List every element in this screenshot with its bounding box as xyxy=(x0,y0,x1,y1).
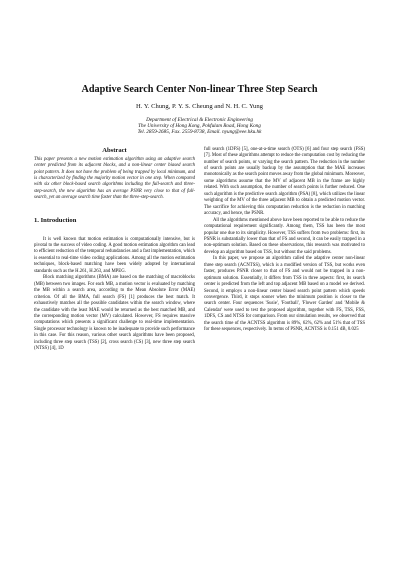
abstract-text: This paper presents a new motion estimation algorithm using an adaptive search center predicted from its adjacent blocks, and a non-linear center biased search point pattern. It does not have the problem of being trapped by local minimum, and is characterized by finding the majority motion vector in one step. When compared with six other block-based search algorithms including the full-search and three-step-search, the new algorithm has an average PSNR very close to that of full-search, yet an average search time faster than the three-step-search. xyxy=(34,156,195,201)
body-paragraph: full search (1DFS) [5], one-at-a-time search (OTS) [6] and four step search (FSS) [7]. Most of these algorithms attempt to reduce the computation cost by reducing the number of search points, or varying the search pattern. The reduction in the number of search points are usually backup by the assumption that the MAE increases monotonically as the search point moves away from the global minimum. Moreover, some algorithms assume that the MV of adjacent MB in the frame are highly related. With such assumption, the number of search points is further reduced. One such algorithm is the predictive search algorithm (PSA) [8], which utilizes the linear weighting of the MV of the three adjacent MB to obtain a predicted motion vector. The sacrifice for achieving this computation reduction is the reduction in matching accuracy, and hence, the PSNR. xyxy=(204,146,365,217)
paper-title: Adaptive Search Center Non-linear Three Step Search xyxy=(81,84,318,95)
left-column xyxy=(34,147,195,353)
section-heading-introduction: 1. Introduction xyxy=(34,216,77,224)
affiliation-department: Department of Electrical & Electronic Engineering xyxy=(146,117,253,123)
body-paragraph: Block matching algorithms (BMA) are based on the matching of macroblocks (MB) between two images. For each MB, a motion vector is evaluated by matching the MB within a search area, according to the Mean Absolute Error (MAE) criterion. Of all the BMA, full search (FS) [1] produces the best match. It exhaustively matches all the possible candidates within the search window, where the candidate with the least MAE would be returned as the best matched MB, and the corresponding motion vector (MV) calculated. However, FS requires massive computations which presents a significant challenge to real-time implementation. Single processor technology is known to be inadequate to provide such performance in this case. For this reason, various other search algorithms have been proposed, including three step search (TSS) [2], cross search (CS) [3], new three step search (NTSS) [4], 1D xyxy=(34,275,195,352)
body-paragraph: It is well known that motion estimation is computationally intensive, but is pivotal to the success of video coding. A good motion estimation algorithm can lead to efficient reduction of the temporal redundancies and a fast implementation, which is essential to real-time video coding applications. Among all the motion estimation techniques, block-based matching have been widely adopted by international standards such as the H.261, H.263, and MPEG. xyxy=(34,236,195,274)
body-columns xyxy=(34,147,365,353)
paper-authors: H. Y. Chung, P. Y. S. Cheung and N. H. C. Yung xyxy=(136,103,263,110)
affiliation-contact: Tel. 2859-2685, Fax. 2559-8738, Email. nyung@eee.hku.hk xyxy=(137,129,262,136)
body-paragraph: In this paper, we propose an algorithm called the adaptive center non-linear three step search (ACNTSS), which is a modified version of TSS, but works even faster, produces PSNR closer to that of FS and would not be trapped in a non-optimum solution. Essentially, it differs from TSS in three aspects: first, its search center is predicted from the left and top adjacent MB based on a model we derived. Second, it employs a non-linear center biased search point pattern which speeds convergence. Third, it stops sooner when the minimum position is closer to the search center. Four sequences 'Susie', 'Football', 'Flower Garden' and 'Mobile & Calendar' were used to test the proposed algorithm, together with FS, TSS, FSS, 1DFS, CS and NTSS for comparison. From our simulation results, we observed that the search time of the ACNTSS algorithm is 89%, 62%, 62% and 51% that of TSS for these sequences, respectively. In terms of PSNR, ACNTSS is 0.151 dB, 0.025 xyxy=(204,256,365,333)
affiliation-block xyxy=(34,117,365,136)
body-paragraph: All the algorithms mentioned above have been reported to be able to reduce the computational requirement significantly. Among them, TSS has been the most popular one due to its simplicity. However, TSS suffers from two problems: first, its PSNR is substantially lower than that of FS and second, it can be easily trapped in a non-optimum solution. Based on these observations, this research was motivated to develop an algorithm based on TSS, but without the said problems. xyxy=(204,217,365,255)
abstract-heading: Abstract xyxy=(102,146,127,154)
affiliation-address: The University of Hong Kong, Pokfulam Road, Hong Kong xyxy=(138,123,261,130)
right-column xyxy=(204,147,365,353)
